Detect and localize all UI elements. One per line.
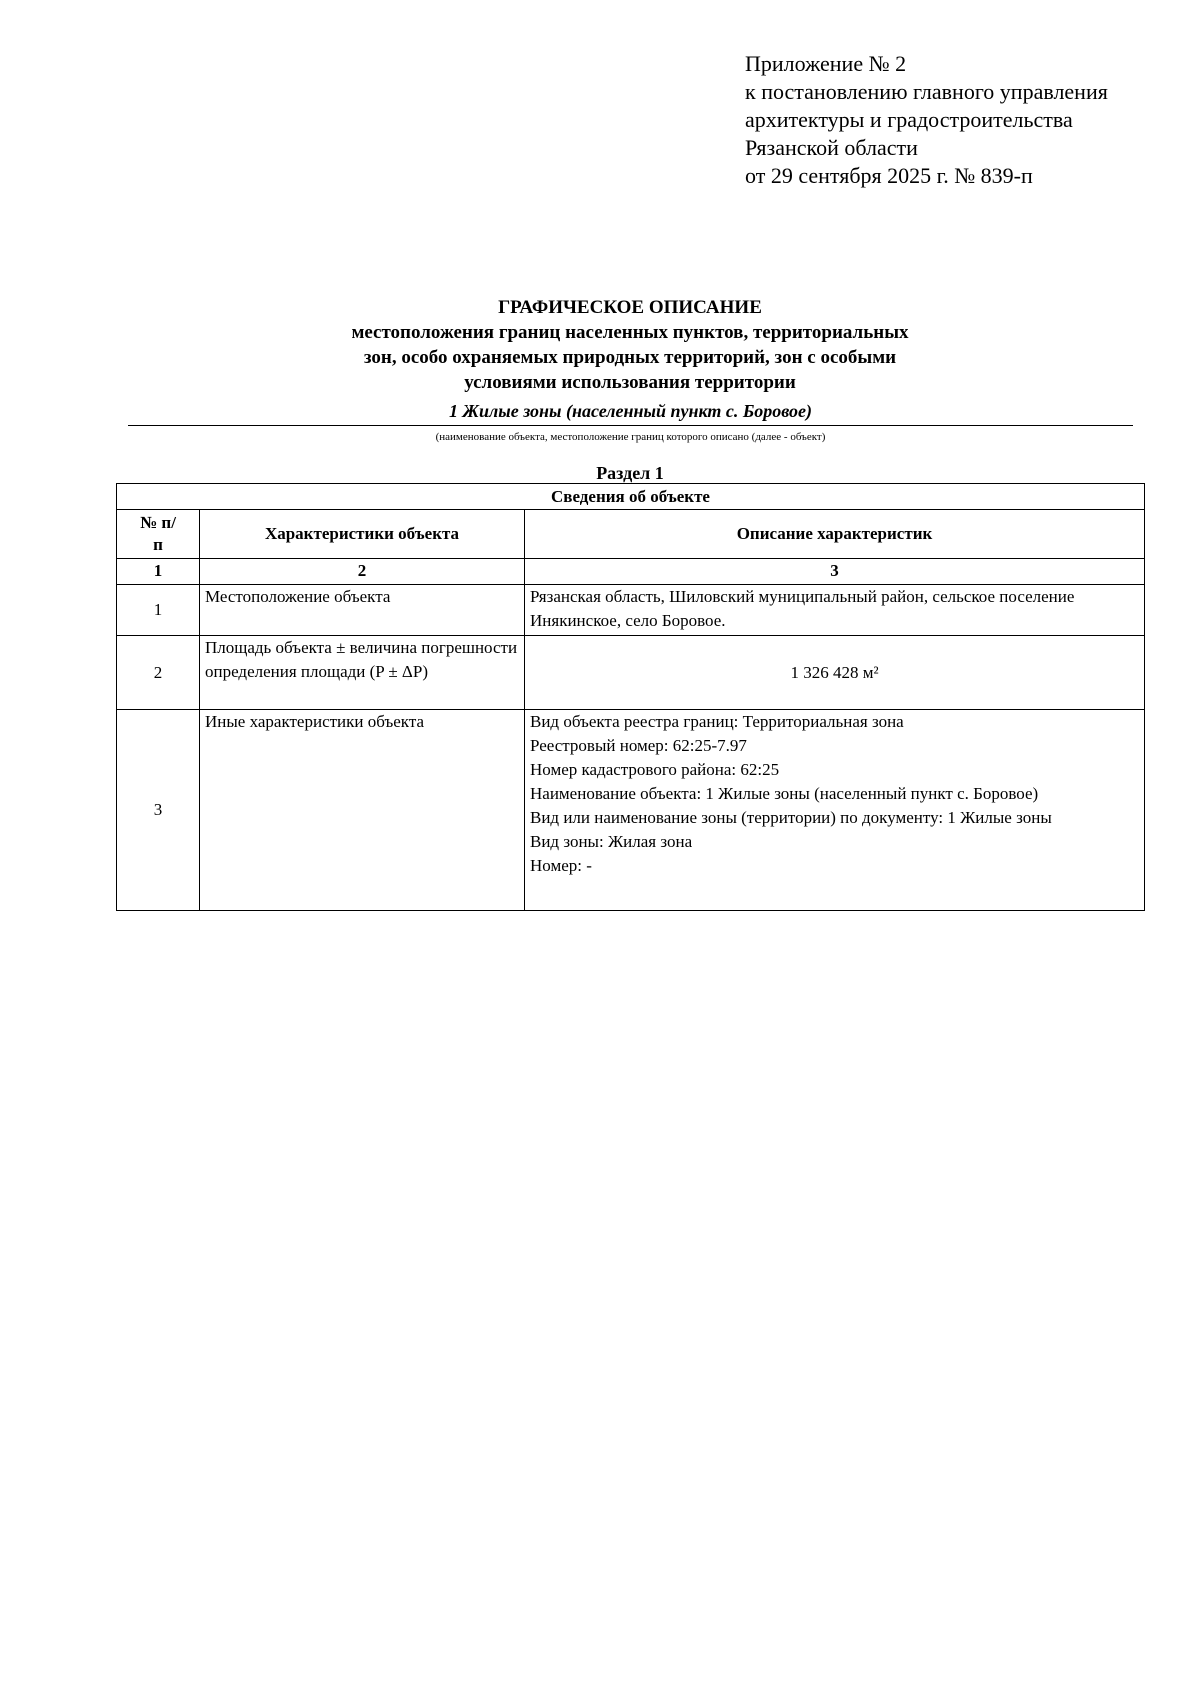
table-header-row bbox=[117, 510, 1145, 559]
table-row bbox=[117, 710, 1145, 911]
object-info-table bbox=[116, 483, 1145, 911]
appendix-line: Приложение № 2 bbox=[745, 51, 907, 76]
row-description: Рязанская область, Шиловский муниципальный район, сельское поселение Инякинское, село Боровое. bbox=[525, 585, 1145, 636]
row-description bbox=[525, 710, 1145, 911]
index-cell: 1 bbox=[117, 559, 200, 585]
row-characteristic: Местоположение объекта bbox=[200, 585, 525, 636]
description-line: Вид объекта реестра границ: Территориальная зона bbox=[530, 712, 904, 731]
section-title: Раздел 1 bbox=[596, 463, 664, 483]
row-characteristic: Площадь объекта ± величина погрешности определения площади (P ± ΔP) bbox=[200, 636, 525, 710]
header-num bbox=[117, 510, 200, 559]
table-index-row bbox=[117, 559, 1145, 585]
title-subtitle-line: местоположения границ населенных пунктов, территориальных bbox=[351, 322, 909, 343]
object-caption: (наименование объекта, местоположение границ которого описано (далее - объект) bbox=[435, 431, 826, 443]
table-caption: Сведения об объекте bbox=[117, 484, 1145, 510]
row-characteristic: Иные характеристики объекта bbox=[200, 710, 525, 911]
description-line: Вид зоны: Жилая зона bbox=[530, 832, 693, 851]
title-main: ГРАФИЧЕСКОЕ ОПИСАНИЕ bbox=[498, 297, 762, 318]
description-line: Номер кадастрового района: 62:25 bbox=[530, 760, 780, 779]
description-line: Номер: - bbox=[530, 856, 592, 875]
index-cell: 2 bbox=[200, 559, 525, 585]
title-subtitle-line: зон, особо охраняемых природных территорий, зон с особыми bbox=[363, 347, 897, 368]
header-characteristic: Характеристики объекта bbox=[200, 510, 525, 559]
appendix-line: к постановлению главного управления bbox=[745, 79, 1108, 104]
appendix-line: Рязанской области bbox=[745, 135, 918, 160]
table-row bbox=[117, 585, 1145, 636]
header-description: Описание характеристик bbox=[525, 510, 1145, 559]
title-subtitle-line: условиями использования территории bbox=[464, 372, 796, 393]
row-num: 1 bbox=[117, 585, 200, 636]
index-cell: 3 bbox=[525, 559, 1145, 585]
document-title bbox=[120, 295, 1140, 395]
row-description: 1 326 428 м² bbox=[525, 636, 1145, 710]
description-line: Наименование объекта: 1 Жилые зоны (населенный пункт с. Боровое) bbox=[530, 784, 1039, 803]
table-caption-row bbox=[117, 484, 1145, 510]
header-num-label: № п/п bbox=[140, 513, 176, 554]
description-line: Вид или наименование зоны (территории) по документу: 1 Жилые зоны bbox=[530, 808, 1052, 827]
appendix-line: архитектуры и градостроительства bbox=[745, 107, 1073, 132]
object-name: 1 Жилые зоны (населенный пункт с. Боровое) bbox=[128, 400, 1133, 426]
row-num: 3 bbox=[117, 710, 200, 911]
appendix-line: от 29 сентября 2025 г. № 839-п bbox=[745, 163, 1033, 188]
description-line: Реестровый номер: 62:25-7.97 bbox=[530, 736, 747, 755]
appendix-header bbox=[745, 50, 1108, 190]
table-row bbox=[117, 636, 1145, 710]
row-num: 2 bbox=[117, 636, 200, 710]
